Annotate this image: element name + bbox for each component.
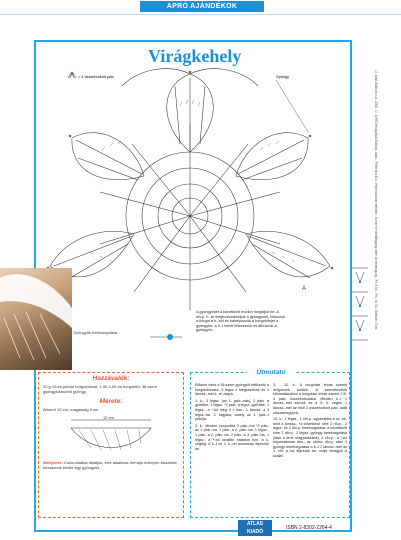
category-header: APRÓ AJÁNDÉKOK (140, 1, 264, 12)
bead-label: Gyöngy (276, 75, 290, 79)
diagram-letter-a: A (302, 286, 307, 292)
materials-text: 20 g 10-es pamut horgolófonal; 1,50-2,00-es horgolótű; 36 szem gyöngyházszínű gyöngy. (43, 384, 158, 394)
crochet-diagram (40, 66, 346, 316)
size-title: Mérete: (99, 398, 123, 405)
isbn: ISBN 2-8302-2264-4 (286, 525, 332, 531)
materials-panel (38, 372, 184, 518)
finish-label: Befejezés: (43, 460, 63, 465)
materials-title: Hozzávalók: (92, 375, 130, 382)
size-text: Átmérő 12 cm; magasság 4 cm. (43, 407, 100, 412)
instructions-right-1: 13. k.: 1 légsz., 1 rőv.p. ugyanabba a sz.-be, mint a láncsz., *a következő ívbe 2 rőv.p., 2 légsz. és 2 rőv.p. belehorgolása, a következő ívbe 2 rőv.p., 2 légsz. gyöngy belehorgolása (lásd a fenti magyarázatot), 2 rőv.p.; a *-tól folyamatosan ism.; az utolsó rőv.p. után 1 gyöngy belehorgolása a k.-t 1 láncsz.-mel az 1. rőv. p.-ba fejezzük be, majd elvágjuk a szálat. (273, 417, 347, 458)
instructions-right-0: 3. - 12. k.: A horgolási leírás szerint dolgozunk tovább. A szirmelevelek kiformálásához a horgolási leírás szerint 2 ill. 4 pálc. összehurkolása. Minden k.-t 1 láncsz.-mel zárunk és a 9. k. végén 1 láncsz.-mel az első 2 összehurkolt pálc. alatt visszamegyünk. (273, 383, 347, 415)
bead-note: A gyöngyöket a következő módon horgoljuk be: A rőv.p. h.-át meghosszabbítjuk a gyöngynek, kihúzzuk a horgot a h.-ból és bahelyezzük a horgolófejet a gyöngybe, a h.-t ismét felvesszük és áthúzzuk a gyöngyön. (196, 310, 285, 333)
finish-text: Cukoroldattal átitatjuk, erre alkalmas formájú edényen kiszárítat formázunk belőle egy gyöngyös. (43, 460, 177, 470)
bowl-illustration (41, 414, 181, 458)
legend-symbol-icon (68, 72, 76, 78)
instructions-panel (190, 369, 350, 518)
product-photo (0, 268, 72, 370)
publisher-logo (238, 520, 272, 536)
legend-symbol-label: = 4 összehurkolt pálc. (78, 75, 115, 79)
stitch-detail-strip (350, 262, 370, 350)
dimension-label: 12 cm (103, 415, 114, 420)
instructions-title: Útmutató (247, 368, 295, 377)
vertical-credits: © Atlas Editions s.a. 2000, © 1998 Verlag Atlas Édition, Atlas - Printed in EU - Reproduction interdite - Keine Vervielfältigung ohne Genehmigung - Pr. 3.04 - Fel. 31 04 - Editions Tons (374, 70, 378, 330)
publisher-top: ATLAS (246, 521, 264, 527)
instructions-left-1: 1. k.: 3 légsz. (az 1. pálc.-nak), 2 pálc. a gyűrűbe, 1 légsz. *3 pálc. a légsz.-gyűrűbe, 1 légsz.; a *-tól még 4 x ism., 1 láncsz. a 3 légsz.-ba. 3. tagjába, amely az 1. pálc.-t pótolja. (195, 398, 269, 422)
bead-legend-label: Gyöngyök belehorgolása (73, 330, 118, 335)
publisher-bottom: KIADÓ (246, 529, 264, 535)
instructions-left-0: Először mind a 36 szem gyöngyöt felfűzzük a horgolófonalra, 6 légsz.-t megkezdünk és 1 láncsz.-mel k.-ré zárjuk. (195, 383, 269, 397)
instructions-left-2: 2. k.: Minden csoportba 3 pálc.-ból *2 pálc. az 1 pálc.-ba, 1 pálc. a 2. pálc.-ba, 1 légsz., 1 pálc. a 2. pálc.-ba, 2 pálc. a 3. pálc.-ba, 1 légsz.; a *-tól további haladva ism. a k. végéig. A k.-t az 1. k.-rel azonosan fejezzük be. (195, 423, 269, 451)
bead-icon (148, 330, 188, 344)
page-title: Virágkehely (148, 46, 242, 66)
